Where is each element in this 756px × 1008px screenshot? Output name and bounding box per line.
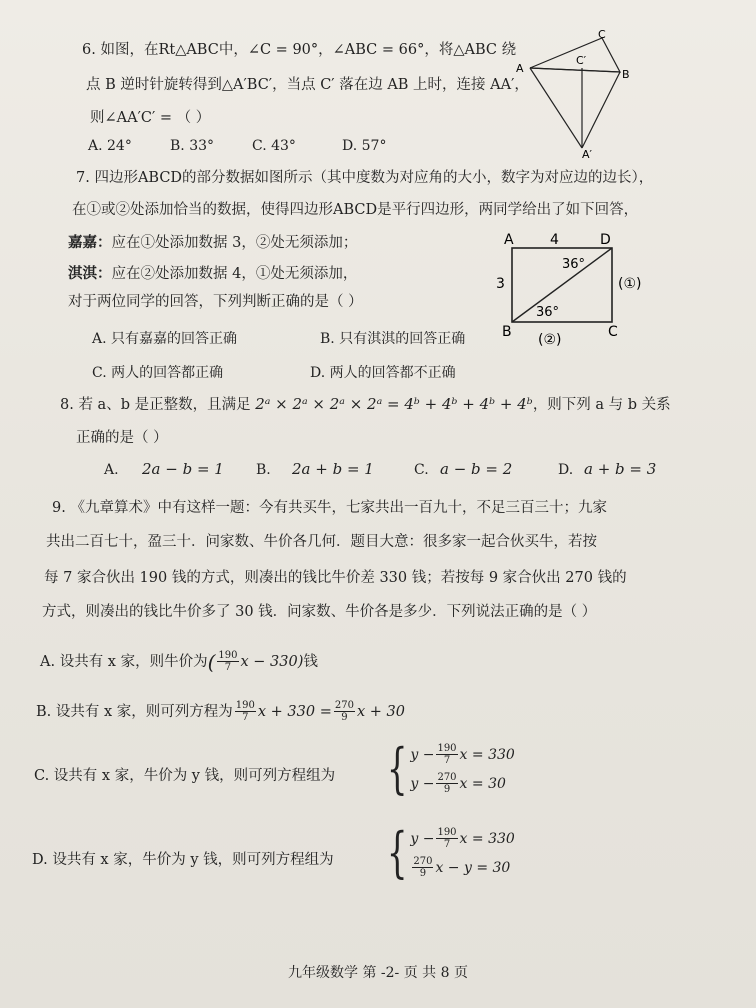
q7-qi-text: 应在②处添加数据 4，①处无须添加， (111, 266, 358, 282)
page-footer: 九年级数学 第 -2- 页 共 8 页 (288, 965, 468, 981)
q6-option-d: D. 57° (342, 138, 387, 154)
q7-mark-2: (②) (538, 332, 562, 348)
q6-label-ap: A′ (582, 148, 593, 160)
q7-label-top: 4 (550, 232, 559, 248)
q7-label-angle-b: 36° (536, 305, 560, 320)
q7-option-c: C. 两人的回答都正确 (92, 365, 224, 381)
q9-option-d-system: { y − $\frac{190}{7}$ x = 330 $\frac{270}{9}$ x − y = 30 (386, 821, 515, 884)
q7-option-b: B. 只有淇淇的回答正确 (320, 331, 466, 347)
q9-line2: 共出二百七十，盈三十．问家数、牛价各几何．题目大意：很多家一起合伙买牛，若按 (46, 534, 597, 550)
q8-line1 (60, 394, 671, 415)
q8-option-a-label: A. (104, 462, 119, 478)
q7-option-a: A. 只有嘉嘉的回答正确 (92, 331, 238, 347)
q7-label-angle-d: 36° (562, 257, 586, 272)
q6-line2: 点 B 逆时针旋转得到△A′BC′，当点 C′ 落在边 AB 上时，连接 AA′， (86, 77, 529, 93)
q9-c-eq2: y − $\frac{270}{9}$ x = 30 (410, 772, 506, 795)
q7-line3 (68, 233, 357, 253)
q9-b-fraction-2: $\frac{270}{9}$ (334, 700, 354, 723)
q7-option-d: D. 两人的回答都不正确 (310, 365, 456, 381)
q9-a-tail: x − 330) (240, 653, 304, 670)
q6-label-c: C (598, 28, 606, 41)
q6-option-b: B. 33° (170, 138, 215, 154)
q7-jia-name: 嘉嘉： (68, 234, 112, 251)
q9-line1: 9. 《九章算术》中有这样一题：今有共买牛，七家共出一百九十，不足三百三十；九家 (52, 500, 607, 516)
q8-option-b: 2a + b = 1 (292, 460, 374, 478)
q8-option-c-label: C. (414, 462, 429, 478)
q7-mark-1: (①) (618, 276, 642, 292)
q6-label-a: A (516, 62, 524, 75)
q8-option-a: 2a − b = 1 (142, 460, 224, 478)
q8-option-d-label: D. (558, 462, 574, 478)
q6-figure (510, 28, 640, 160)
q9-b-mid: x + 330 = (257, 703, 332, 720)
q7-qi-name: 淇淇： (68, 265, 112, 282)
q7-label-a: A (504, 232, 514, 248)
q8-prefix: 8. 若 a、b 是正整数，且满足 (60, 397, 256, 413)
q9-line3: 每 7 家合伙出 190 钱的方式，则凑出的钱比牛价差 330 钱；若按每 9 家合伙出 270 钱的 (44, 570, 627, 586)
q8-suffix: ，则下列 a 与 b 关系 (532, 397, 671, 413)
q6-option-a: A. 24° (88, 138, 132, 154)
q8-option-c: a − b = 2 (440, 460, 513, 478)
q7-line5: 对于两位同学的回答，下列判断正确的是（ ） (68, 294, 363, 310)
q7-line1: 7. 四边形ABCD的部分数据如图所示（其中度数为对应角的大小，数字为对应边的边长）， (76, 170, 654, 186)
q6-label-b: B (622, 68, 630, 81)
q7-figure (490, 228, 660, 352)
q9-option-c-prefix: C. 设共有 x 家，牛价为 y 钱，则可列方程组为 (34, 768, 336, 784)
q9-d-eq1: y − $\frac{190}{7}$ x = 330 (410, 827, 515, 850)
q9-option-b (36, 700, 405, 723)
q6-label-cp: C′ (576, 54, 587, 67)
q9-option-d-prefix: D. 设共有 x 家，牛价为 y 钱，则可列方程组为 (32, 852, 334, 868)
q9-b-fraction-1: $\frac{190}{7}$ (235, 700, 255, 723)
q7-jia-text: 应在①处添加数据 3，②处无须添加； (111, 235, 358, 251)
q6-line3: 则∠AA′C′ = （ ） (90, 110, 211, 126)
q9-line4: 方式，则凑出的钱比牛价多了 30 钱．问家数、牛价各是多少．下列说法正确的是（ ） (42, 604, 597, 620)
q7-label-left: 3 (496, 276, 505, 292)
q7-label-c: C (608, 324, 618, 340)
q9-c-eq1: y − $\frac{190}{7}$ x = 330 (410, 743, 515, 766)
q8-equation: 2ᵃ × 2ᵃ × 2ᵃ × 2ᵃ = 4ᵇ + 4ᵇ + 4ᵇ + 4ᵇ (255, 395, 533, 413)
q7-line4 (68, 264, 357, 284)
q7-line2: 在①或②处添加恰当的数据，使得四边形ABCD是平行四边形，两同学给出了如下回答， (72, 202, 639, 218)
q9-option-c-system: { y − $\frac{190}{7}$ x = 330 y − $\frac{270}{9}$ x = 30 (386, 737, 515, 800)
q9-a-fraction: $\frac{190}{7}$ (218, 650, 238, 673)
q8-line2: 正确的是（ ） (76, 430, 168, 446)
q8-option-d: a + b = 3 (584, 460, 657, 478)
q6-option-c: C. 43° (252, 138, 296, 154)
q6-line1: 6. 如图，在Rt△ABC中，∠C = 90°，∠ABC = 66°，将△ABC 绕 (82, 42, 517, 58)
q9-b-tail: x + 30 (356, 703, 405, 720)
q9-d-eq2: $\frac{270}{9}$ x − y = 30 (413, 856, 511, 879)
q7-label-b: B (502, 324, 512, 340)
q9-b-prefix: B. 设共有 x 家，则可列方程为 (36, 703, 233, 720)
q7-label-d: D (600, 232, 611, 248)
q9-a-suffix: 钱 (303, 653, 318, 670)
q9-option-a: A. 设共有 x 家，则牛价为 ( $\frac{190}{7}$ x − 330) 钱 (40, 649, 318, 674)
q8-option-b-label: B. (256, 462, 271, 478)
q9-a-prefix: A. 设共有 x 家，则牛价为 (40, 653, 208, 670)
